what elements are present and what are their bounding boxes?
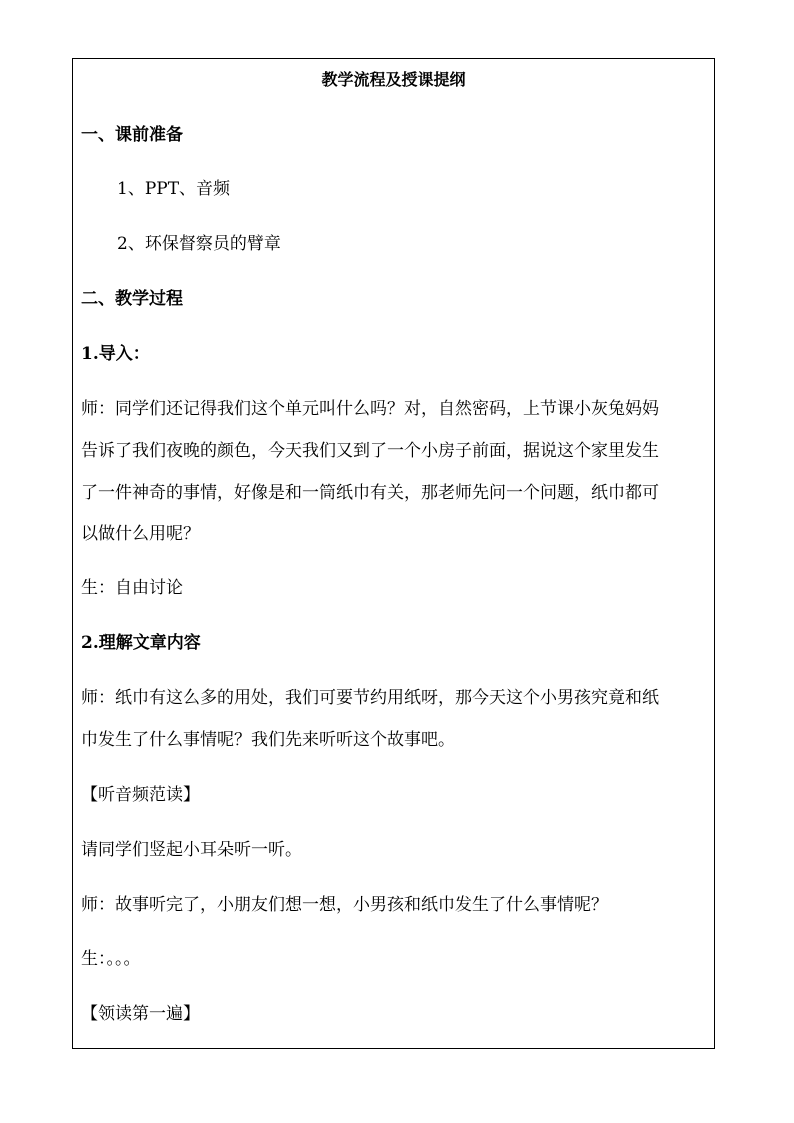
intro-paragraph-line: 师：同学们还记得我们这个单元叫什么吗？对，自然密码，上节课小灰兔妈妈 xyxy=(81,399,659,419)
section-heading-process: 二、教学过程 xyxy=(81,289,183,309)
prep-item-armband: 2、环保督察员的臂章 xyxy=(117,234,281,254)
audio-reading-label: 【听音频范读】 xyxy=(81,785,200,805)
intro-paragraph-line: 了一件神奇的事情，好像是和一筒纸巾有关，那老师先问一个问题，纸巾都可 xyxy=(81,483,659,503)
content-paragraph-line: 师：纸巾有这么多的用处，我们可要节约用纸呀，那今天这个小男孩究竟和纸 xyxy=(81,688,659,708)
intro-paragraph-line: 以做什么用呢？ xyxy=(81,524,200,544)
step-heading-understand: 2.理解文章内容 xyxy=(81,633,201,653)
content-paragraph-line: 巾发生了什么事情呢？我们先来听听这个故事吧。 xyxy=(81,730,455,750)
student-discussion: 生：自由讨论 xyxy=(81,578,183,598)
lesson-plan-box xyxy=(72,58,715,1049)
document-title: 教学流程及授课提纲 xyxy=(321,70,466,89)
step-heading-intro: 1.导入： xyxy=(81,344,150,364)
teacher-question: 师：故事听完了，小朋友们想一想，小男孩和纸巾发生了什么事情呢？ xyxy=(81,895,608,915)
prep-item-ppt-audio: 1、PPT、音频 xyxy=(117,179,231,199)
listen-prompt: 请同学们竖起小耳朵听一听。 xyxy=(81,840,302,860)
section-heading-preparation: 一、课前准备 xyxy=(81,125,183,145)
student-answer: 生：。。。 xyxy=(81,949,141,969)
lead-reading-label: 【领读第一遍】 xyxy=(81,1004,200,1024)
intro-paragraph-line: 告诉了我们夜晚的颜色，今天我们又到了一个小房子前面，据说这个家里发生 xyxy=(81,441,659,461)
